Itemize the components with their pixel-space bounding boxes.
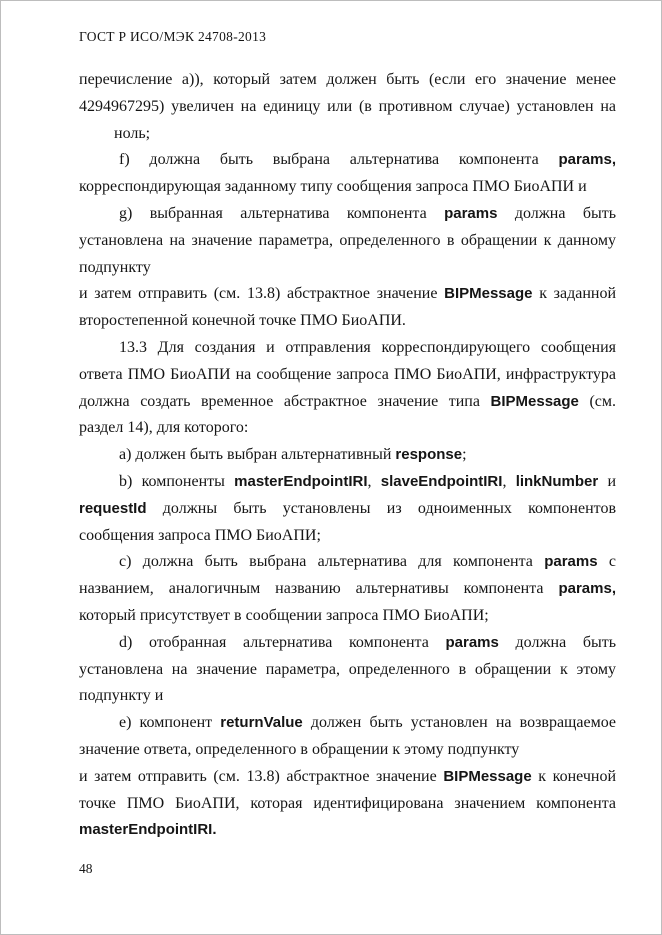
body-text: , (367, 472, 381, 490)
body-text: c) должна быть выбрана альтернатива для компонента (119, 553, 545, 571)
body-text: и (598, 472, 617, 490)
document-body (79, 67, 616, 844)
term-text: BIPMessage (444, 285, 533, 303)
body-text: f) должна быть выбрана альтернатива компонента (119, 151, 559, 169)
paragraph (79, 469, 616, 549)
body-text: должен быть установлен на возвращаемое значение ответа, определенного в обращении к этому подпункту (79, 714, 616, 758)
body-text: должна быть установлена на значение параметра, определенного в обращении к этому подпункту и (79, 633, 617, 705)
paragraph (79, 764, 616, 844)
term-text: params (444, 204, 498, 222)
term-text: masterEndpointIRI (234, 472, 368, 490)
body-text: с названием, аналогичным названию альтернативы компонента (79, 553, 616, 598)
body-text: который присутствует в сообщении запроса ПМО БиоАПИ; (79, 606, 489, 624)
body-text: ноль; (114, 124, 151, 142)
term-text: linkNumber (515, 472, 599, 490)
body-text: d) отобранная альтернатива компонента (119, 633, 446, 651)
paragraph (79, 281, 616, 335)
body-text: b) компоненты (119, 472, 235, 490)
body-text: ; (462, 446, 467, 464)
body-text: должны быть установлены из одноименных компонентов сообщения запроса ПМО БиоАПИ; (79, 499, 616, 544)
term-text: BIPMessage (490, 392, 579, 410)
body-text: e) компонент (119, 714, 221, 732)
term-text: params (544, 553, 598, 571)
body-text: к заданной второстепенной конечной точке ПМО БиоАПИ. (79, 285, 617, 330)
paragraph (79, 67, 616, 121)
body-text: к конечной точке ПМО БиоАПИ, которая идентифицирована значением компонента (79, 767, 617, 812)
paragraph (79, 335, 616, 442)
term-text: params, (558, 151, 616, 169)
body-text: и затем отправить (см. 13.8) абстрактное значение (79, 767, 444, 785)
body-text: g) выбранная альтернатива компонента (119, 204, 445, 222)
body-text: и затем отправить (см. 13.8) абстрактное значение (79, 285, 445, 303)
term-text: BIPMessage (443, 767, 532, 785)
paragraph (79, 630, 616, 710)
body-text: корреспондирующая заданному типу сообщения запроса ПМО БиоАПИ и (79, 178, 587, 196)
paragraph (79, 201, 616, 281)
term-text: requestId (79, 499, 147, 517)
paragraph (79, 442, 616, 469)
term-text: params (445, 633, 499, 651)
term-text: params, (558, 580, 616, 598)
body-text: должна быть установлена на значение параметра, определенного в обращении к данному подпункту (79, 204, 617, 276)
paragraph (79, 147, 616, 201)
body-text: перечисление а)), который затем должен быть (если его значение менее 4294967295) увеличен на единицу или (в противном случае) установлен на (79, 71, 616, 115)
paragraph (79, 121, 616, 148)
term-text: response (395, 446, 463, 464)
body-text: 13.3 Для создания и отправления корреспондирующего сообщения ответа ПМО БиоАПИ на сообщение запроса ПМО БиоАПИ, инфраструктура должна создать временное абстрактное значение типа (79, 338, 616, 410)
body-text: a) должен быть выбран альтернативный (119, 446, 396, 464)
term-text: returnValue (220, 714, 303, 732)
paragraph (79, 710, 616, 764)
body-text: , (502, 472, 516, 490)
term-text: masterEndpointIRI. (79, 821, 217, 839)
document-header: ГОСТ Р ИСО/МЭК 24708-2013 (79, 29, 267, 44)
body-text: (см. раздел 14), для которого: (79, 392, 617, 437)
term-text: slaveEndpointIRI (380, 472, 503, 490)
page-number: 48 (79, 861, 93, 876)
paragraph (79, 549, 616, 629)
